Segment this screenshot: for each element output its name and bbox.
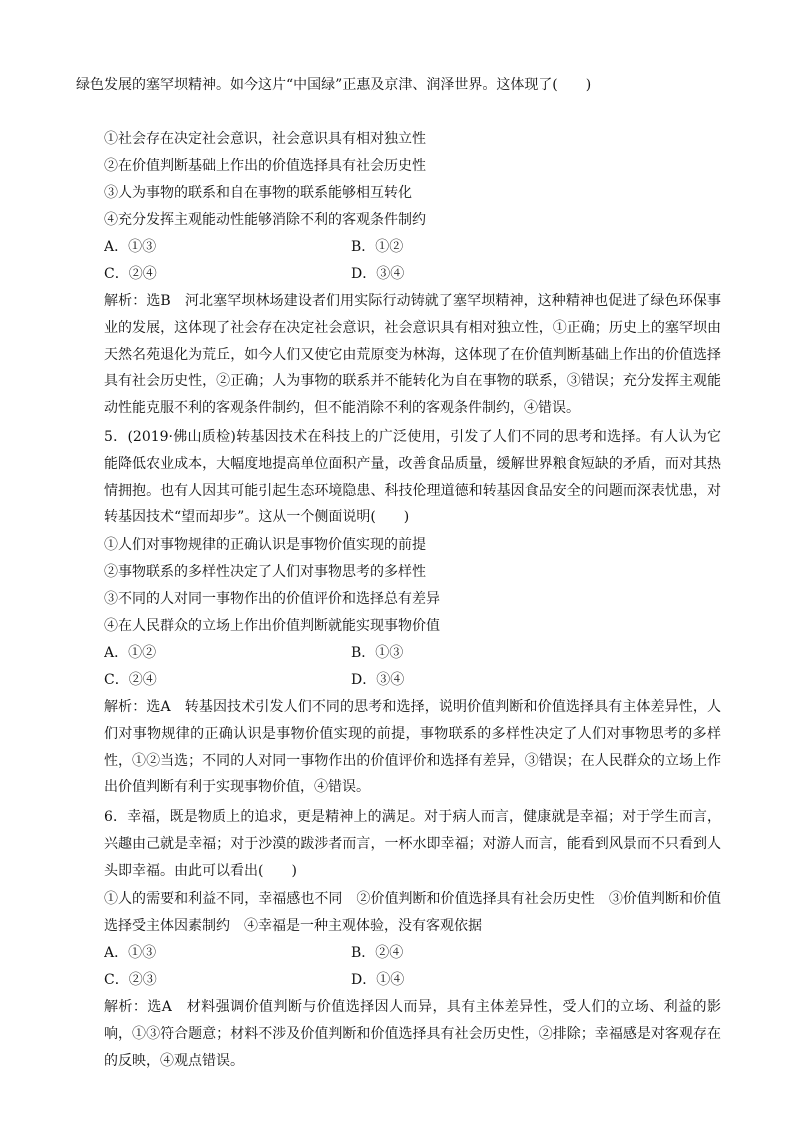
q5-statement-1: ①人们对事物规律的正确认识是事物价值实现的前提 bbox=[104, 537, 426, 553]
q6-option-d: D．①④ bbox=[351, 972, 405, 988]
q6-option-b: B．②④ bbox=[351, 945, 404, 961]
q5-stem bbox=[76, 424, 721, 531]
q4-analysis bbox=[76, 288, 721, 422]
q6-statements-text: ①人的需要和利益不同，幸福感也不同 ②价值判断和价值选择具有社会历史性 ③价值判断和价值选择受主体因素制约 ④幸福是一种主观体验，没有客观依据 bbox=[104, 891, 721, 934]
q5-analysis-text: 解析：选A 转基因技术引发人们不同的思考和选择，说明价值判断和价值选择具有主体差异性，人们对事物规律的正确认识是事物价值实现的前提，事物联系的多样性决定了人们对事物思考的多样性，①②当选；不同的人对同一事物作出的价值评价和选择有差异，③错误；在人民群众的立场上作出价值判断有利于实现事物价值，④错误。 bbox=[104, 699, 721, 796]
q4-option-d: D．③④ bbox=[351, 266, 405, 282]
q5-option-c: C．②④ bbox=[104, 672, 157, 688]
q5-statement-4: ④在人民群众的立场上作出价值判断就能实现事物价值 bbox=[104, 618, 440, 634]
q5-analysis bbox=[76, 694, 721, 801]
q5-option-b: B．①③ bbox=[351, 645, 404, 661]
q4-statement-4: ④充分发挥主观能动性能够消除不利的客观条件制约 bbox=[104, 212, 426, 228]
q6-stem-text: 6．幸福，既是物质上的追求，更是精神上的满足。对于病人而言，健康就是幸福；对于学生而言，兴趣由己就是幸福；对于沙漠的跋涉者而言，一杯水即幸福；对游人而言，能看到风景而不只看到人头即幸福。由此可以看出( ) bbox=[104, 809, 721, 879]
q4-statement-1: ①社会存在决定社会意识，社会意识具有相对独立性 bbox=[104, 131, 426, 147]
q5-option-d: D．③④ bbox=[351, 672, 405, 688]
q4-option-b: B．①② bbox=[351, 239, 404, 255]
q4-statement-2: ②在价值判断基础上作出的价值选择具有社会历史性 bbox=[104, 158, 426, 174]
q4-option-c: C．②④ bbox=[104, 266, 157, 282]
q6-option-c: C．②③ bbox=[104, 972, 157, 988]
q4-stem-tail: 绿色发展的塞罕坝精神。如今这片“中国绿”正惠及京津、润泽世界。这体现了( ) bbox=[76, 77, 592, 93]
q5-option-a: A．①② bbox=[104, 645, 157, 661]
q5-statement-3: ③不同的人对同一事物作出的价值评价和选择总有差异 bbox=[104, 591, 440, 607]
q5-stem-text: 5．(2019·佛山质检)转基因技术在科技上的广泛使用，引发了人们不同的思考和选择。有人认为它能降低农业成本，大幅度地提高单位面积产量，改善食品质量，缓解世界粮食短缺的矛盾，而对其热情拥抱。也有人因其可能引起生态环境隐患、科技伦理道德和转基因食品安全的问题而深表忧患，对转基因技术“望而却步”。这从一个侧面说明( ) bbox=[104, 429, 721, 526]
q6-option-a: A．①③ bbox=[104, 945, 157, 961]
q4-statement-3: ③人为事物的联系和自在事物的联系能够相互转化 bbox=[104, 185, 412, 201]
q6-statements bbox=[76, 886, 721, 940]
q6-analysis bbox=[76, 994, 721, 1074]
q6-analysis-text: 解析：选A 材料强调价值判断与价值选择因人而异，具有主体差异性，受人们的立场、利益的影响，①③符合题意；材料不涉及价值判断和价值选择具有社会历史性，②排除；幸福感是对客观存在的反映，④观点错误。 bbox=[104, 999, 721, 1069]
q5-statement-2: ②事物联系的多样性决定了人们对事物思考的多样性 bbox=[104, 564, 426, 580]
q4-option-a: A．①③ bbox=[104, 239, 157, 255]
q6-stem bbox=[76, 804, 721, 884]
q4-analysis-text: 解析：选B 河北塞罕坝林场建设者们用实际行动铸就了塞罕坝精神，这种精神也促进了绿色环保事业的发展，这体现了社会存在决定社会意识，社会意识具有相对独立性，①正确；历史上的塞罕坝由天然名苑退化为荒丘，如今人们又使它由荒原变为林海，这体现了在价值判断基础上作出的价值选择具有社会历史性，②正确；人为事物的联系并不能转化为自在事物的联系，③错误；充分发挥主观能动性能克服不利的客观条件制约，但不能消除不利的客观条件制约，④错误。 bbox=[104, 293, 721, 417]
